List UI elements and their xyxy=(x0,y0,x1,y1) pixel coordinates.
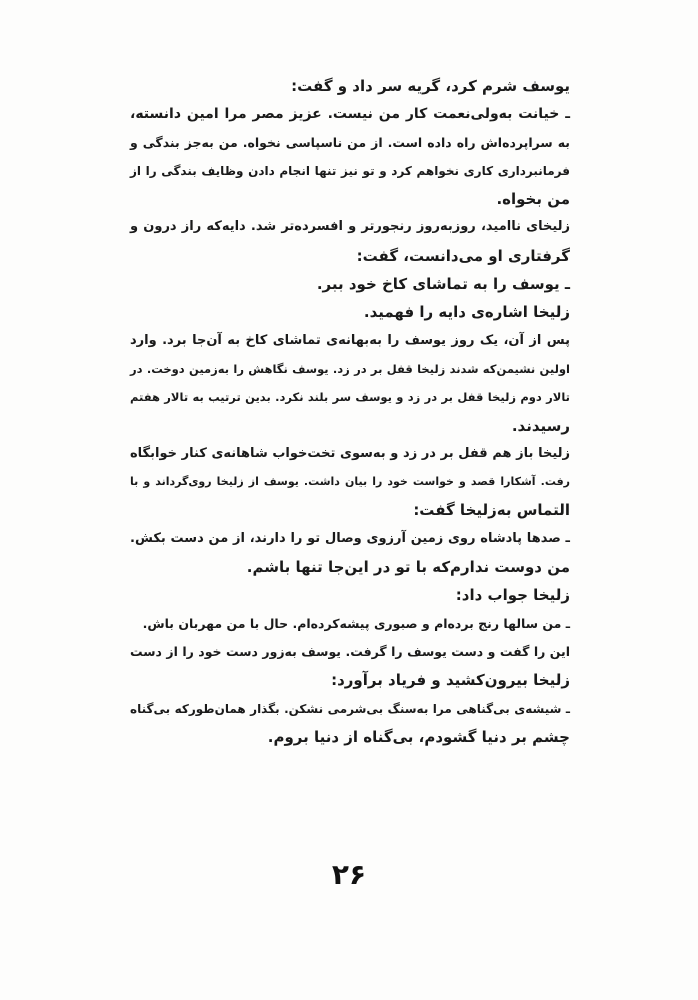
page-number: ۲۶ xyxy=(331,858,367,891)
text-line: این را گفت و دست یوسف را گرفت. یوسف به‌زور دست خود را از دست xyxy=(130,643,570,659)
text-line: گرفتاری او می‌دانست، گفت: xyxy=(356,246,570,265)
text-line: به سراپرده‌اش راه داده است. از من ناسپاسی نخواه. من به‌جز بندگی و xyxy=(130,134,570,150)
text-line: ـ شیشه‌ی بی‌گناهی مرا به‌سنگ بی‌شرمی نشکن. بگذار همان‌طور‌که بی‌گناه xyxy=(130,701,570,716)
text-line: زلیخا اشاره‌ی دایه را فهمید. xyxy=(363,303,570,322)
text-line: زلیخای ناامید، روزبه‌روز رنجورتر و افسرده‌تر شد. دایه‌که راز درون و xyxy=(130,219,570,235)
text-line: پس از آن، یک روز یوسف را به‌بهانه‌ی تماشای کاخ به آن‌جا برد. وارد xyxy=(130,332,570,348)
text-line: رفت. آشکارا قصد و خواست خود را بیان داشت. یوسف از زلیخا روی‌گرداند و با xyxy=(130,475,570,489)
body-text xyxy=(130,72,570,751)
text-line: یوسف شرم کرد، گریه سر داد و گفت: xyxy=(291,77,570,95)
text-line: ـ من سالها رنج برده‌ام و صبوری پیشه‌کرده‌ام. حال با من مهربان باش. xyxy=(142,615,570,631)
text-line: ـ صدها پادشاه روی زمین آرزوی وصال تو را دارند، از من دست بکش. xyxy=(130,530,570,546)
text-line: اولین نشیمن‌که شدند زلیخا قفل بر در زد. یوسف نگاهش را به‌زمین دوخت. در xyxy=(130,361,570,376)
text-line: ـ خیانت به‌ولی‌نعمت کار من نیست. عزیز مصر مرا امین دانسته، xyxy=(130,106,570,123)
text-line: من بخواه. xyxy=(496,190,570,209)
text-line: زلیخا جواب داد: xyxy=(455,586,570,605)
text-line: تالار دوم زلیخا قفل بر در زد و یوسف سر بلند نکرد. بدین ترتیب به تالار هفتم xyxy=(130,390,570,405)
text-line: من دوست ندارم‌که با تو در این‌جا تنها باشم. xyxy=(246,558,570,577)
text-line: زلیخا باز هم قفل بر در زد و به‌سوی تخت‌خواب شاهانه‌ی کنار خوابگاه xyxy=(130,445,570,461)
text-line: ـ یوسف را به تماشای کاخ خود ببر. xyxy=(316,275,570,294)
text-line: زلیخا بیرون‌کشید و فریاد برآورد: xyxy=(331,671,570,690)
text-line: التماس به‌زلیخا گفت: xyxy=(413,501,570,520)
text-line: رسیدند. xyxy=(511,416,570,435)
text-line: چشم بر دنیا گشودم، بی‌گناه از دنیا بروم. xyxy=(267,727,570,746)
text-line: فرمانبرداری کاری نخواهم کرد و تو نیز تنها انجام دادن وظایف بندگی را از xyxy=(130,163,570,178)
